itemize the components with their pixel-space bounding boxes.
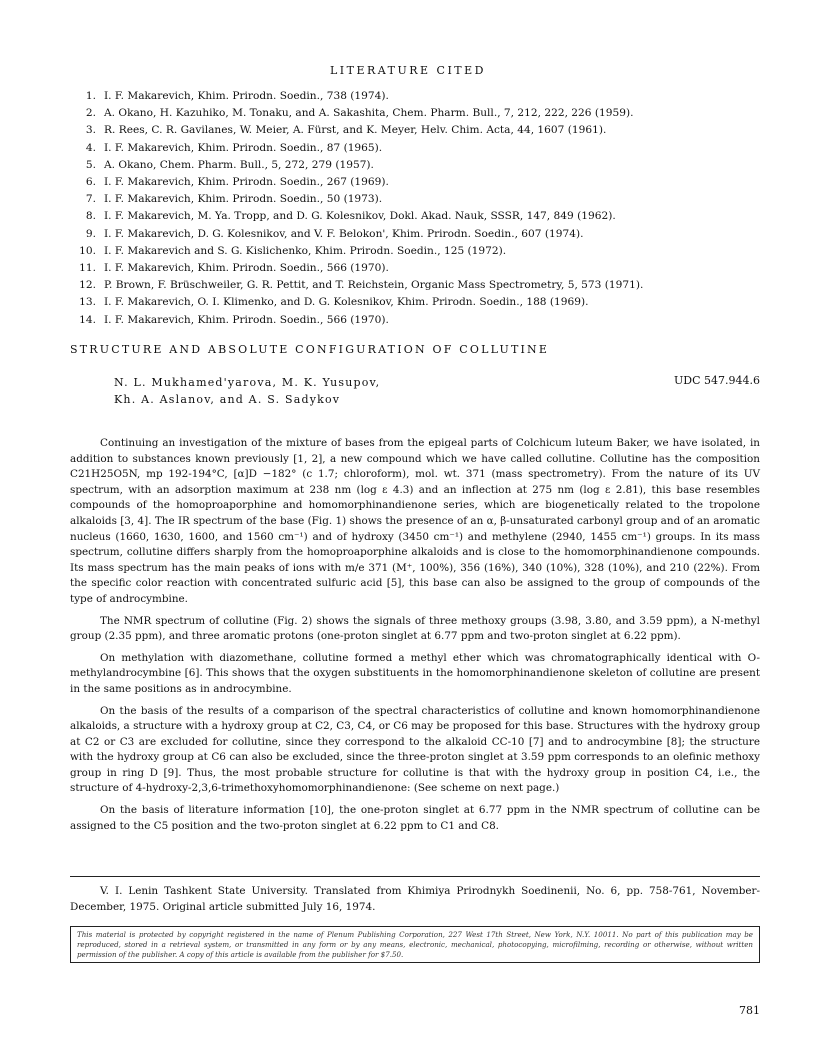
reference-item [70,157,760,174]
reference-number: 5. [85,158,96,171]
reference-number: 14. [79,313,96,326]
reference-number: 11. [79,262,96,275]
article-body [70,436,760,840]
reference-number: 2. [85,107,96,120]
article-title: STRUCTURE AND ABSOLUTE CONFIGURATION OF COLLUTINE [70,343,550,356]
reference-item [70,312,760,329]
reference-item [70,260,760,277]
reference-number: 6. [85,176,96,189]
reference-text: A. Okano, Chem. Pharm. Bull., 5, 272, 279 (1957). [104,158,374,171]
reference-text: I. F. Makarevich, Khim. Prirodn. Soedin., 50 (1973). [104,193,383,206]
body-paragraph: On methylation with diazomethane, collutine formed a methyl ether which was chromatographically identical with O-methylandrocymbine [6]. This shows that the oxygen substituents in the homomorphinandienone skeleton of collutine are present in the same positions as in androcymbine. [70,651,760,695]
reference-number: 13. [79,296,96,309]
reference-number: 8. [85,210,96,223]
reference-text: I. F. Makarevich, Khim. Prirodn. Soedin., 566 (1970). [104,262,389,275]
reference-item [70,88,760,105]
authors-line: Kh. A. Aslanov, and A. S. Sadykov [114,393,341,406]
author-block [114,374,534,408]
reference-number: 4. [85,141,96,154]
reference-text: I. F. Makarevich, O. I. Klimenko, and D. G. Kolesnikov, Khim. Prirodn. Soedin., 188 (1969). [104,296,589,309]
reference-item [70,277,760,294]
reference-text: I. F. Makarevich and S. G. Kislichenko, Khim. Prirodn. Soedin., 125 (1972). [104,244,507,257]
reference-text: I. F. Makarevich, Khim. Prirodn. Soedin., 87 (1965). [104,141,383,154]
reference-text: I. F. Makarevich, D. G. Kolesnikov, and V. F. Belokon', Khim. Prirodn. Soedin., 607 (1974). [104,227,584,240]
reference-item [70,294,760,311]
body-paragraph: On the basis of literature information [10], the one-proton singlet at 6.77 ppm in the NMR spectrum of collutine can be assigned to the C5 position and the two-proton singlet at 6.22 ppm to C1 and C8. [70,804,760,832]
reference-item [70,191,760,208]
udc-code: UDC 547.944.6 [674,374,760,387]
reference-text: I. F. Makarevich, M. Ya. Tropp, and D. G. Kolesnikov, Dokl. Akad. Nauk, SSSR, 147, 849 (1962). [104,210,616,223]
reference-item [70,122,760,139]
reference-number: 7. [85,193,96,206]
reference-item [70,226,760,243]
body-paragraph: Continuing an investigation of the mixture of bases from the epigeal parts of Colchicum luteum Baker, we have isolated, in addition to substances known previously [1, 2], a new compound which we have called collutine. Collutine has the composition C21H25O5N, mp 192-194°C, [α]D −182° (c 1.7; chloroform), mol. wt. 371 (mass spectrometry). From the nature of its UV spectrum, with an adsorption maximum at 238 nm (log ε 4.3) and an inflection at 275 nm (log ε 2.81), this base resembles compounds of the homoproaporphine and homomorphinandienone series, which are biogenetically related to the tropolone alkaloids [3, 4]. The IR spectrum of the base (Fig. 1) shows the presence of an α, β-unsaturated carbonyl group and of an aromatic nucleus (1660, 1630, 1600, and 1560 cm⁻¹) and of hydroxy (3450 cm⁻¹) and methylene (2940, 1455 cm⁻¹) groups. In its mass spectrum, collutine differs sharply from the homoproaporphine alkaloids and is close to the homomorphinandienone compounds. Its mass spectrum has the main peaks of ions with m/e 371 (M⁺, 100%), 356 (16%), 340 (10%), 328 (10%), and 210 (22%). From the specific color reaction with concentrated sulfuric acid [5], this base can also be assigned to the group of compounds of the type of androcymbine. [70,437,760,605]
reference-text: R. Rees, C. R. Gavilanes, W. Meier, A. Fürst, and K. Meyer, Helv. Chim. Acta, 44, 1607 (1961). [104,124,607,137]
reference-number: 3. [85,124,96,137]
body-paragraph: The NMR spectrum of collutine (Fig. 2) shows the signals of three methoxy groups (3.98, 3.80, and 3.59 ppm), a N-methyl group (2.35 ppm), and three aromatic protons (one-proton singlet at 6.77 ppm and two-proton singlet at 6.22 ppm). [70,614,760,643]
reference-text: P. Brown, F. Brüschweiler, G. R. Pettit, and T. Reichstein, Organic Mass Spectrometry, 5, 573 (1971). [104,279,644,292]
affiliation-footnote: V. I. Lenin Tashkent State University. Translated from Khimiya Prirodnykh Soedinenii, No. 6, pp. 758-761, November-December, 1975. Original article submitted July 16, 1974. [70,885,760,913]
footnote-divider [70,876,760,877]
page-number: 781 [739,1004,760,1017]
reference-item [70,174,760,191]
reference-text: I. F. Makarevich, Khim. Prirodn. Soedin., 738 (1974). [104,90,389,102]
reference-number: 10. [79,244,96,257]
reference-item [70,243,760,260]
reference-number: 1. [85,90,96,102]
reference-text: I. F. Makarevich, Khim. Prirodn. Soedin., 267 (1969). [104,176,389,189]
reference-item [70,105,760,122]
reference-list [70,88,760,329]
body-paragraph: On the basis of the results of a comparison of the spectral characteristics of collutine and known homomorphinandienone alkaloids, a structure with a hydroxy group at C2, C3, C4, or C6 may be proposed for this base. Structures with the hydroxy group at C2 or C3 are excluded for collutine, since they correspond to the alkaloid CC-10 [7] and to androcymbine [8]; the structure with the hydroxy group at C6 can also be excluded, since the three-proton singlet at 3.59 ppm corresponds to an olefinic methoxy group in ring D [9]. Thus, the most probable structure for collutine is that with the hydroxy group in position C4, i.e., the structure of 4-hydroxy-2,3,6-trimethoxyhomomorphinandienone: (See scheme on next page.) [70,704,760,795]
reference-item [70,140,760,157]
reference-text: A. Okano, H. Kazuhiko, M. Tonaku, and A. Sakashita, Chem. Pharm. Bull., 7, 212, 222, 226 (1959). [104,107,634,120]
reference-text: I. F. Makarevich, Khim. Prirodn. Soedin., 566 (1970). [104,313,389,326]
copyright-notice: This material is protected by copyright registered in the name of Plenum Publishing Corporation, 227 West 17th Street, New York, N.Y. 10011. No part of this publication may be reproduced, stored in a retrieval system, or transmitted in any form or by any means, electronic, mechanical, photocopying, microfilming, recording or otherwise, without written permission of the publisher. A copy of this article is available from the publisher for $7.50. [70,926,760,963]
authors-line: N. L. Mukhamed'yarova, M. K. Yusupov, [114,376,381,389]
literature-cited-heading: LITERATURE CITED [329,64,486,77]
reference-item [70,208,760,225]
reference-number: 12. [79,279,96,292]
reference-number: 9. [85,227,96,240]
